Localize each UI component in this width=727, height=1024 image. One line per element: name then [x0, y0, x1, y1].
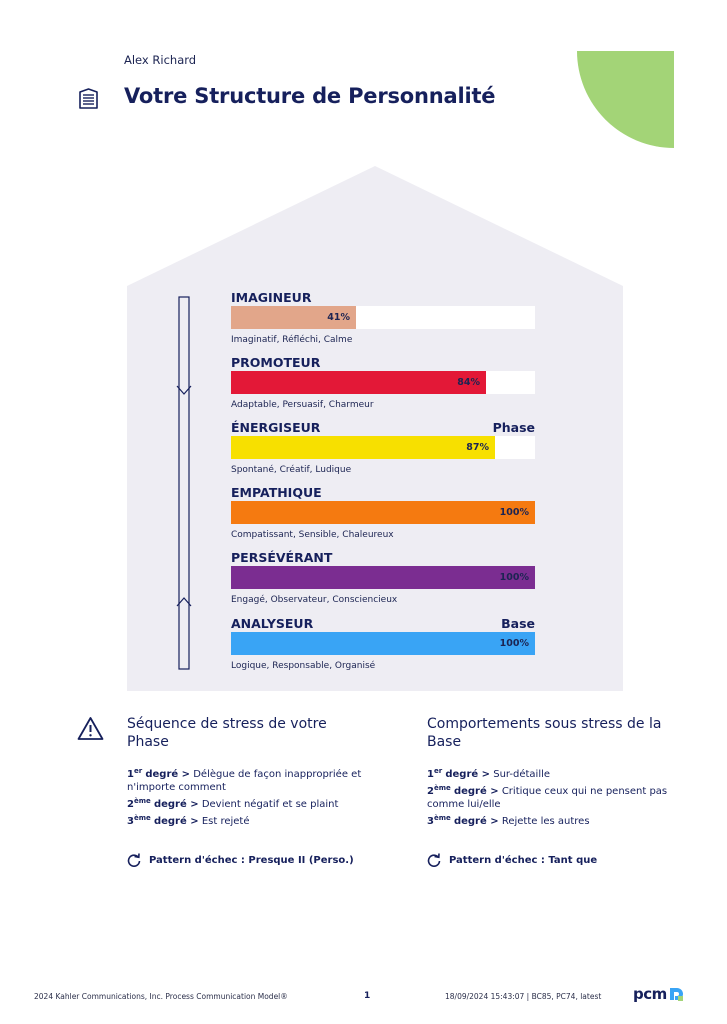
trait-bar-fill [231, 566, 535, 589]
trait-percent: 100% [499, 638, 529, 649]
trait-name: ÉNERGISEUR [231, 420, 321, 435]
base-failure-pattern [427, 853, 597, 867]
page-number: 1 [364, 991, 371, 1001]
degree-number: 1 [127, 769, 134, 780]
footer-meta: 18/09/2024 15:43:07 | BC85, PC74, latest [445, 992, 602, 1001]
trait-promoteur [231, 355, 535, 410]
degree-number: 3 [427, 816, 434, 827]
trait-percent: 87% [466, 442, 489, 453]
base-degree-list [427, 768, 677, 832]
logo-text: pcm [633, 985, 667, 1003]
base-stress-title [427, 715, 661, 751]
trait-description: Spontané, Créatif, Ludique [231, 465, 352, 475]
warning-icon [77, 716, 104, 741]
degree-label: degré > [453, 816, 499, 827]
degree-label: degré > [445, 769, 491, 780]
title-line: Base [427, 734, 462, 750]
degree-label: degré > [153, 816, 199, 827]
page-title: Votre Structure de Personnalité [124, 84, 496, 108]
refresh-icon [427, 853, 441, 867]
trait-percent: 41% [327, 312, 350, 323]
degree-item [427, 785, 677, 811]
trait-bar [231, 371, 535, 394]
trait-bar [231, 306, 535, 329]
trait-imagineur [231, 290, 535, 345]
degree-suffix: er [133, 767, 143, 775]
logo-mark-icon [669, 987, 684, 1002]
title-line: Séquence de stress de votre [127, 716, 327, 732]
degree-number: 2 [127, 799, 134, 810]
base-tag: Base [501, 616, 535, 631]
trait-perseverant [231, 550, 535, 605]
trait-name: EMPATHIQUE [231, 485, 322, 500]
phase-failure-pattern [127, 853, 354, 867]
title-line: Comportements sous stress de la [427, 716, 662, 732]
trait-bar-fill [231, 306, 356, 329]
trait-name: IMAGINEUR [231, 290, 312, 305]
trait-bar-fill [231, 632, 535, 655]
trait-name: ANALYSEUR [231, 616, 314, 631]
trait-description: Imaginatif, Réfléchi, Calme [231, 335, 353, 345]
degree-suffix: ème [433, 784, 451, 792]
degree-suffix: ème [133, 814, 151, 822]
trait-bar-fill [231, 501, 535, 524]
degree-item [127, 798, 382, 811]
degree-text: Délègue de façon inappropriée et n'importe comment [127, 769, 362, 793]
degree-label: degré > [145, 769, 191, 780]
degree-suffix: er [433, 767, 443, 775]
pattern-text: Pattern d'échec : Presque II (Perso.) [149, 854, 354, 866]
trait-bar [231, 632, 535, 655]
trait-bar [231, 436, 535, 459]
degree-number: 2 [427, 786, 434, 797]
trait-percent: 100% [499, 507, 529, 518]
trait-description: Engagé, Observateur, Consciencieux [231, 595, 398, 605]
trait-bar-fill [231, 436, 495, 459]
trait-description: Compatissant, Sensible, Chaleureux [231, 530, 394, 540]
title-line: Phase [127, 734, 169, 750]
degree-text: Est rejeté [201, 816, 250, 827]
phase-stress-title [127, 715, 327, 751]
trait-energiseur [231, 420, 535, 475]
trait-name: PERSÉVÉRANT [231, 550, 333, 565]
degree-suffix: ème [133, 797, 151, 805]
degree-number: 1 [427, 769, 434, 780]
degree-label: degré > [153, 799, 199, 810]
degree-item [127, 815, 382, 828]
degree-suffix: ème [433, 814, 451, 822]
degree-text: Sur-détaille [493, 769, 551, 780]
degree-item [427, 815, 677, 828]
phase-degree-list [127, 768, 382, 832]
author-name: Alex Richard [124, 53, 197, 67]
scale-arrow [170, 296, 198, 670]
trait-bar [231, 501, 535, 524]
degree-text: Devient négatif et se plaint [201, 799, 339, 810]
trait-percent: 84% [457, 377, 480, 388]
trait-bar [231, 566, 535, 589]
footer-copyright: 2024 Kahler Communications, Inc. Process Communication Model® [34, 992, 288, 1001]
degree-text: Rejette les autres [501, 816, 590, 827]
degree-item [427, 768, 677, 781]
refresh-icon [127, 853, 141, 867]
degree-text: Critique ceux qui ne pensent pas comme lui/elle [427, 786, 668, 810]
document-icon [78, 88, 99, 109]
trait-description: Adaptable, Persuasif, Charmeur [231, 400, 374, 410]
trait-percent: 100% [499, 572, 529, 583]
trait-bar-fill [231, 371, 486, 394]
degree-item [127, 768, 382, 794]
trait-analyseur [231, 616, 535, 671]
trait-empathique [231, 485, 535, 540]
trait-description: Logique, Responsable, Organisé [231, 661, 376, 671]
phase-tag: Phase [492, 420, 535, 435]
corner-decoration [577, 51, 727, 148]
degree-number: 3 [127, 816, 134, 827]
pattern-text: Pattern d'échec : Tant que [449, 854, 598, 866]
trait-name: PROMOTEUR [231, 355, 321, 370]
pcm-logo [633, 985, 684, 1003]
degree-label: degré > [453, 786, 499, 797]
